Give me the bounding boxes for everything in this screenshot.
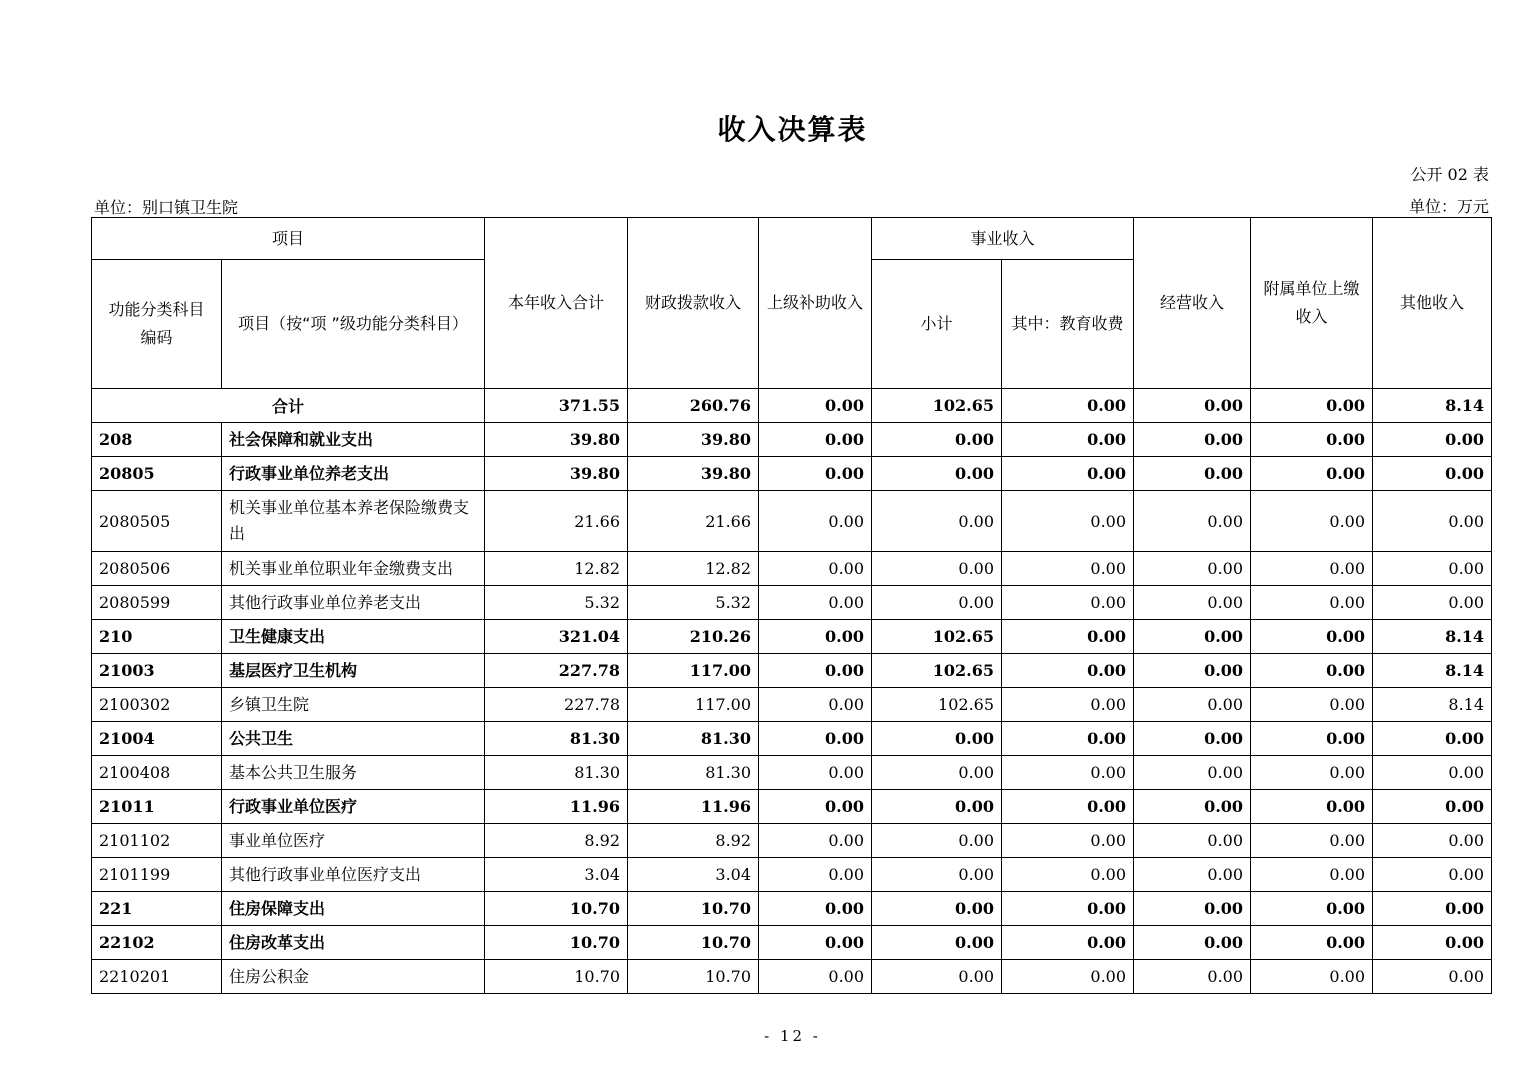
header-total: 本年收入合计 xyxy=(485,218,628,389)
currency-unit: 单位：万元 xyxy=(1408,197,1489,216)
cell-value: 0.00 xyxy=(1251,824,1373,858)
cell-value: 0.00 xyxy=(759,790,872,824)
cell-value: 0.00 xyxy=(1134,960,1251,994)
cell-value: 0.00 xyxy=(759,688,872,722)
cell-value: 0.00 xyxy=(1251,960,1373,994)
subject-name: 其他行政事业单位养老支出 xyxy=(222,586,485,620)
cell-value: 0.00 xyxy=(872,586,1002,620)
header-project: 项目 xyxy=(92,218,485,260)
reporting-unit: 单位：别口镇卫生院 xyxy=(94,198,239,217)
cell-value: 8.92 xyxy=(485,824,628,858)
cell-value: 0.00 xyxy=(759,824,872,858)
cell-value: 0.00 xyxy=(759,926,872,960)
header-superior: 上级补助收入 xyxy=(759,218,872,389)
cell-value: 102.65 xyxy=(872,389,1002,423)
cell-value: 0.00 xyxy=(1251,858,1373,892)
table-row xyxy=(92,722,1492,756)
cell-value: 0.00 xyxy=(1002,552,1134,586)
cell-value: 0.00 xyxy=(1134,620,1251,654)
table-row xyxy=(92,688,1492,722)
cell-value: 0.00 xyxy=(759,620,872,654)
cell-value: 0.00 xyxy=(1002,790,1134,824)
subject-name: 机关事业单位基本养老保险缴费支出 xyxy=(222,491,485,552)
cell-value: 0.00 xyxy=(1251,457,1373,491)
subject-code: 2080505 xyxy=(92,491,222,552)
cell-value: 81.30 xyxy=(485,722,628,756)
cell-value: 0.00 xyxy=(759,654,872,688)
table-row xyxy=(92,790,1492,824)
cell-value: 0.00 xyxy=(1134,423,1251,457)
cell-value: 0.00 xyxy=(1134,688,1251,722)
page-number: - 12 - xyxy=(764,1027,821,1045)
table-row xyxy=(92,491,1492,552)
subject-name: 住房公积金 xyxy=(222,960,485,994)
subject-name: 住房改革支出 xyxy=(222,926,485,960)
header-subtotal: 小计 xyxy=(872,260,1002,389)
subject-name: 住房保障支出 xyxy=(222,892,485,926)
cell-value: 0.00 xyxy=(872,457,1002,491)
cell-value: 81.30 xyxy=(628,722,759,756)
cell-value: 117.00 xyxy=(628,688,759,722)
cell-value: 0.00 xyxy=(1251,423,1373,457)
table-row xyxy=(92,926,1492,960)
subject-code: 21003 xyxy=(92,654,222,688)
cell-value: 0.00 xyxy=(1373,552,1492,586)
cell-value: 0.00 xyxy=(872,552,1002,586)
cell-value: 0.00 xyxy=(1251,926,1373,960)
cell-value: 0.00 xyxy=(1251,892,1373,926)
cell-value: 0.00 xyxy=(872,790,1002,824)
cell-value: 0.00 xyxy=(1251,654,1373,688)
cell-value: 0.00 xyxy=(1251,586,1373,620)
cell-value: 0.00 xyxy=(759,457,872,491)
header-item: 项目（按“项 ”级功能分类科目） xyxy=(222,260,485,389)
cell-value: 0.00 xyxy=(759,586,872,620)
cell-value: 3.04 xyxy=(628,858,759,892)
cell-value: 10.70 xyxy=(485,892,628,926)
table-row xyxy=(92,586,1492,620)
cell-value: 8.92 xyxy=(628,824,759,858)
cell-value: 0.00 xyxy=(872,722,1002,756)
subject-code: 20805 xyxy=(92,457,222,491)
cell-value: 11.96 xyxy=(485,790,628,824)
subject-name: 其他行政事业单位医疗支出 xyxy=(222,858,485,892)
cell-value: 5.32 xyxy=(628,586,759,620)
cell-value: 8.14 xyxy=(1373,654,1492,688)
cell-value: 0.00 xyxy=(872,858,1002,892)
cell-value: 39.80 xyxy=(628,423,759,457)
cell-value: 0.00 xyxy=(1373,824,1492,858)
cell-value: 0.00 xyxy=(759,892,872,926)
cell-value: 0.00 xyxy=(1134,654,1251,688)
cell-value: 12.82 xyxy=(628,552,759,586)
cell-value: 0.00 xyxy=(1002,722,1134,756)
cell-value: 0.00 xyxy=(1251,552,1373,586)
subject-code: 2101102 xyxy=(92,824,222,858)
cell-value: 0.00 xyxy=(1134,756,1251,790)
cell-value: 227.78 xyxy=(485,688,628,722)
table-row xyxy=(92,620,1492,654)
cell-value: 12.82 xyxy=(485,552,628,586)
header-operating: 经营收入 xyxy=(1134,218,1251,389)
total-label: 合计 xyxy=(92,389,485,423)
cell-value: 8.14 xyxy=(1373,688,1492,722)
subject-name: 事业单位医疗 xyxy=(222,824,485,858)
cell-value: 10.70 xyxy=(628,960,759,994)
subject-name: 行政事业单位医疗 xyxy=(222,790,485,824)
table-row xyxy=(92,892,1492,926)
cell-value: 0.00 xyxy=(1134,926,1251,960)
subject-code: 21004 xyxy=(92,722,222,756)
cell-value: 39.80 xyxy=(485,423,628,457)
subject-code: 2100408 xyxy=(92,756,222,790)
cell-value: 0.00 xyxy=(1251,688,1373,722)
cell-value: 81.30 xyxy=(628,756,759,790)
cell-value: 0.00 xyxy=(1002,858,1134,892)
cell-value: 8.14 xyxy=(1373,620,1492,654)
cell-value: 0.00 xyxy=(1373,858,1492,892)
table-row xyxy=(92,423,1492,457)
subject-name: 乡镇卫生院 xyxy=(222,688,485,722)
cell-value: 0.00 xyxy=(1134,457,1251,491)
cell-value: 0.00 xyxy=(1373,926,1492,960)
cell-value: 0.00 xyxy=(1373,457,1492,491)
cell-value: 0.00 xyxy=(1251,620,1373,654)
cell-value: 0.00 xyxy=(1134,858,1251,892)
cell-value: 0.00 xyxy=(759,491,872,552)
subject-code: 208 xyxy=(92,423,222,457)
cell-value: 0.00 xyxy=(872,491,1002,552)
table-row xyxy=(92,756,1492,790)
cell-value: 0.00 xyxy=(1373,586,1492,620)
cell-value: 21.66 xyxy=(485,491,628,552)
cell-value: 0.00 xyxy=(872,926,1002,960)
subject-code: 221 xyxy=(92,892,222,926)
subject-name: 机关事业单位职业年金缴费支出 xyxy=(222,552,485,586)
cell-value: 0.00 xyxy=(1002,620,1134,654)
cell-value: 260.76 xyxy=(628,389,759,423)
subject-name: 社会保障和就业支出 xyxy=(222,423,485,457)
cell-value: 0.00 xyxy=(872,756,1002,790)
cell-value: 102.65 xyxy=(872,688,1002,722)
cell-value: 0.00 xyxy=(1251,756,1373,790)
cell-value: 0.00 xyxy=(1134,824,1251,858)
cell-value: 0.00 xyxy=(759,389,872,423)
total-row xyxy=(92,389,1492,423)
cell-value: 0.00 xyxy=(1002,586,1134,620)
cell-value: 0.00 xyxy=(1134,389,1251,423)
subject-code: 210 xyxy=(92,620,222,654)
cell-value: 0.00 xyxy=(1134,790,1251,824)
table-row xyxy=(92,654,1492,688)
cell-value: 0.00 xyxy=(1002,960,1134,994)
subject-code: 2080599 xyxy=(92,586,222,620)
subject-name: 行政事业单位养老支出 xyxy=(222,457,485,491)
cell-value: 0.00 xyxy=(1373,960,1492,994)
cell-value: 0.00 xyxy=(759,858,872,892)
cell-value: 0.00 xyxy=(872,892,1002,926)
cell-value: 5.32 xyxy=(485,586,628,620)
header-affiliated: 附属单位上缴收入 xyxy=(1251,218,1373,389)
cell-value: 3.04 xyxy=(485,858,628,892)
cell-value: 0.00 xyxy=(1134,586,1251,620)
header-other: 其他收入 xyxy=(1373,218,1492,389)
subject-name: 卫生健康支出 xyxy=(222,620,485,654)
cell-value: 0.00 xyxy=(1002,926,1134,960)
cell-value: 117.00 xyxy=(628,654,759,688)
cell-value: 0.00 xyxy=(1134,491,1251,552)
cell-value: 102.65 xyxy=(872,654,1002,688)
cell-value: 0.00 xyxy=(759,722,872,756)
cell-value: 0.00 xyxy=(1373,892,1492,926)
cell-value: 0.00 xyxy=(1251,491,1373,552)
table-row xyxy=(92,858,1492,892)
cell-value: 0.00 xyxy=(1002,756,1134,790)
cell-value: 227.78 xyxy=(485,654,628,688)
cell-value: 0.00 xyxy=(1002,892,1134,926)
header-business: 事业收入 xyxy=(872,218,1134,260)
cell-value: 0.00 xyxy=(1134,552,1251,586)
cell-value: 10.70 xyxy=(628,892,759,926)
header-education: 其中：教育收费 xyxy=(1002,260,1134,389)
cell-value: 81.30 xyxy=(485,756,628,790)
income-table xyxy=(91,217,1492,994)
cell-value: 0.00 xyxy=(1002,457,1134,491)
cell-value: 0.00 xyxy=(1373,722,1492,756)
cell-value: 102.65 xyxy=(872,620,1002,654)
cell-value: 10.70 xyxy=(485,960,628,994)
cell-value: 0.00 xyxy=(759,960,872,994)
cell-value: 0.00 xyxy=(759,552,872,586)
cell-value: 0.00 xyxy=(1002,389,1134,423)
cell-value: 0.00 xyxy=(1373,491,1492,552)
cell-value: 210.26 xyxy=(628,620,759,654)
cell-value: 0.00 xyxy=(759,756,872,790)
cell-value: 0.00 xyxy=(1251,389,1373,423)
subject-code: 22102 xyxy=(92,926,222,960)
cell-value: 0.00 xyxy=(1373,423,1492,457)
cell-value: 0.00 xyxy=(1002,824,1134,858)
cell-value: 0.00 xyxy=(1134,722,1251,756)
cell-value: 0.00 xyxy=(872,960,1002,994)
form-number: 公开 02 表 xyxy=(1410,165,1489,184)
cell-value: 11.96 xyxy=(628,790,759,824)
cell-value: 39.80 xyxy=(628,457,759,491)
cell-value: 0.00 xyxy=(1002,688,1134,722)
header-code: 功能分类科目编码 xyxy=(92,260,222,389)
cell-value: 0.00 xyxy=(1134,892,1251,926)
cell-value: 0.00 xyxy=(759,423,872,457)
subject-code: 2101199 xyxy=(92,858,222,892)
cell-value: 10.70 xyxy=(485,926,628,960)
table-row xyxy=(92,960,1492,994)
cell-value: 0.00 xyxy=(1002,654,1134,688)
cell-value: 0.00 xyxy=(872,824,1002,858)
cell-value: 21.66 xyxy=(628,491,759,552)
subject-code: 2210201 xyxy=(92,960,222,994)
cell-value: 0.00 xyxy=(1251,722,1373,756)
cell-value: 371.55 xyxy=(485,389,628,423)
table-row xyxy=(92,824,1492,858)
cell-value: 39.80 xyxy=(485,457,628,491)
cell-value: 0.00 xyxy=(872,423,1002,457)
subject-code: 2100302 xyxy=(92,688,222,722)
cell-value: 321.04 xyxy=(485,620,628,654)
table-row xyxy=(92,552,1492,586)
subject-name: 公共卫生 xyxy=(222,722,485,756)
cell-value: 0.00 xyxy=(1002,491,1134,552)
page-title: 收入决算表 xyxy=(717,113,868,146)
table-row xyxy=(92,457,1492,491)
cell-value: 0.00 xyxy=(1373,790,1492,824)
cell-value: 8.14 xyxy=(1373,389,1492,423)
subject-name: 基本公共卫生服务 xyxy=(222,756,485,790)
cell-value: 0.00 xyxy=(1373,756,1492,790)
subject-code: 2080506 xyxy=(92,552,222,586)
cell-value: 0.00 xyxy=(1251,790,1373,824)
cell-value: 10.70 xyxy=(628,926,759,960)
header-fiscal: 财政拨款收入 xyxy=(628,218,759,389)
subject-name: 基层医疗卫生机构 xyxy=(222,654,485,688)
cell-value: 0.00 xyxy=(1002,423,1134,457)
subject-code: 21011 xyxy=(92,790,222,824)
